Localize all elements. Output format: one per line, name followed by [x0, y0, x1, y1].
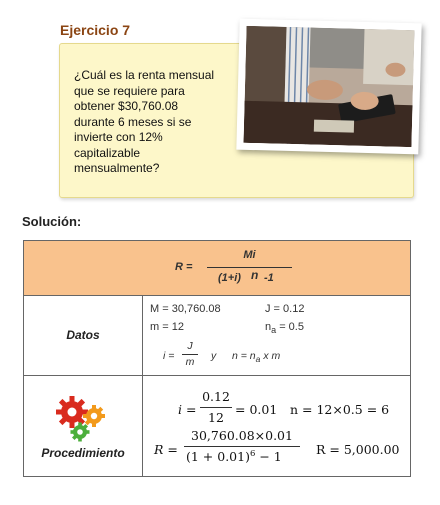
problem-line: capitalizable: [74, 145, 141, 160]
procedimiento-label: Procedimiento: [41, 446, 125, 460]
gear-red-icon: [56, 396, 88, 428]
datos-label-cell: [24, 296, 143, 375]
datos-i-den: m: [185, 356, 195, 368]
datos-n-expr-suffix: x m: [263, 350, 281, 362]
proc-i-lhs: i =: [178, 402, 197, 417]
proc-i-result: = 0.01: [235, 402, 278, 417]
problem-line: ¿Cuál es la renta mensual: [74, 68, 215, 82]
business-meeting-photo: [243, 26, 414, 147]
formula-den-base: (1+i): [218, 272, 241, 284]
proc-r-den-tail: − 1: [255, 449, 282, 465]
problem-line: mensualmente?: [74, 161, 160, 175]
datos-na-prefix: n: [265, 321, 272, 333]
formula-lhs: R =: [175, 261, 193, 273]
datos-i-num: J: [187, 340, 193, 352]
proc-r-bar: [184, 446, 300, 447]
datos-i-bar: [182, 354, 198, 355]
formula-den-exp: n: [251, 268, 259, 282]
procedimiento-label-cell: [24, 376, 143, 476]
datos-na: [265, 321, 304, 335]
gears-icon: [54, 394, 110, 442]
proc-r-lhs: R =: [154, 442, 178, 457]
datos-label: Datos: [66, 328, 100, 342]
datos-i-lhs: i =: [163, 350, 175, 362]
business-photo-frame: [236, 19, 421, 155]
proc-r-den-base: (1 + 0.01): [186, 449, 250, 465]
proc-i-den: 12: [208, 410, 224, 425]
exercise-title: Ejercicio 7: [60, 22, 131, 38]
formula-row: [24, 241, 410, 296]
problem-line: durante 6 meses si se: [74, 114, 192, 129]
proc-r-den: [186, 449, 282, 464]
problem-line: que se requiere para: [74, 83, 185, 98]
datos-row: [24, 296, 410, 376]
solution-heading: Solución:: [22, 214, 82, 229]
datos-n-expr-sub: a: [255, 354, 261, 365]
datos-n-expr: [232, 350, 280, 364]
formula-den-tail: -1: [264, 272, 274, 284]
datos-n-expr-prefix: n = n: [232, 350, 256, 362]
proc-i-num: 0.12: [202, 389, 230, 404]
proc-r-den-exp: 6: [249, 449, 256, 459]
datos-M: M = 30,760.08: [150, 303, 221, 315]
proc-r-num: 30,760.08×0.01: [191, 428, 293, 443]
formula-numerator: Mi: [243, 249, 256, 261]
solution-table: [23, 240, 411, 477]
gear-orange-icon: [83, 405, 105, 427]
problem-statement: [74, 68, 244, 177]
problem-line: obtener $30,760.08: [74, 99, 179, 113]
datos-J: J = 0.12: [265, 303, 305, 315]
datos-na-suffix: = 0.5: [279, 321, 304, 333]
datos-na-sub: a: [271, 325, 277, 336]
procedimiento-row: [24, 376, 410, 476]
proc-i-bar: [200, 407, 232, 408]
proc-n-expr: n = 12×0.5 = 6: [290, 402, 390, 417]
formula-fraction-bar: [207, 267, 292, 268]
problem-line: invierte con 12%: [74, 130, 163, 144]
proc-r-result: R = 5,000.00: [316, 442, 400, 457]
datos-m: m = 12: [150, 321, 184, 333]
datos-y: y: [211, 350, 217, 362]
